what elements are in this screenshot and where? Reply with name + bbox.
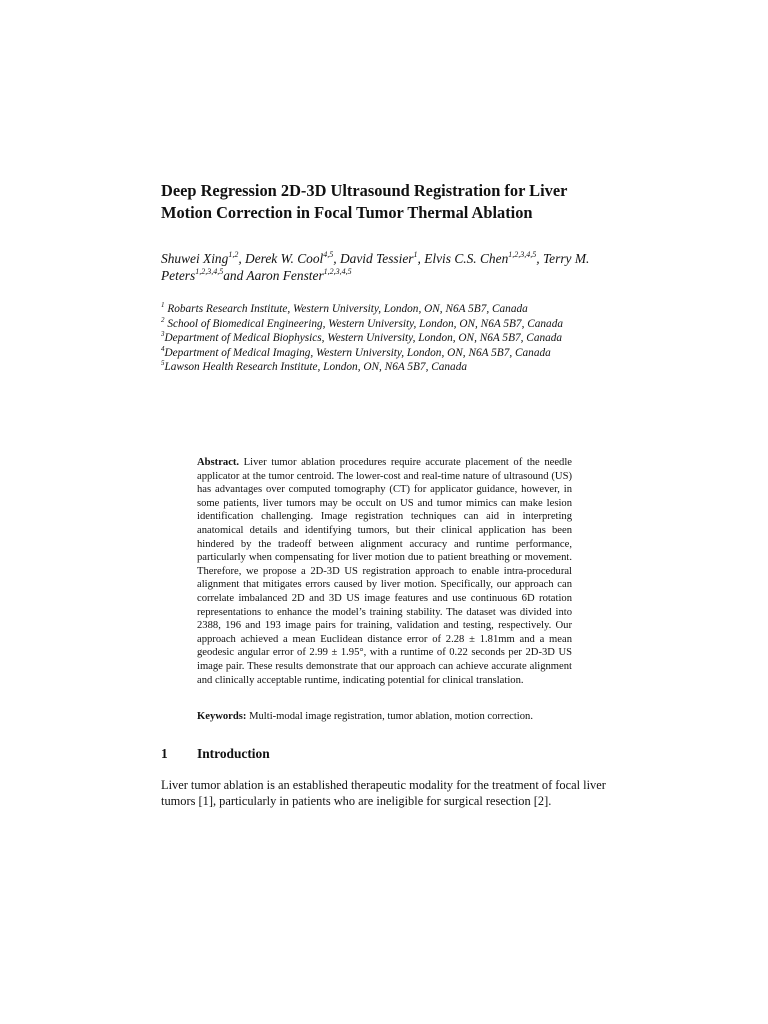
affiliation: $^3$Department of Medical Biophysics, Western University, London, ON, N6A 5B7, Canada [161,330,563,345]
paper-title: Deep Regression 2D-3D Ultrasound Registration for Liver Motion Correction in Focal Tumor Thermal Ablation [161,181,568,222]
keywords-label: Keywords: [197,711,247,722]
author: Derek W. Cool$^{4,5}$, [245,249,340,266]
abstract-text: Liver tumor ablation procedures require accurate placement of the needle applicator at the tumor centroid. The lower-cost and real-time nature of ultrasound (US) has advantages over computed tomography (CT) for applicator guidance, however, in some patients, liver tumors may be occult on US and tumor mimics can make lesion identification challenging. Image registration techniques can aid in interpreting anatomical details and identifying tumors, but their clinical application has been hindered by the tradeoff between alignment accuracy and runtime performance, particularly when compensating for liver motion due to patient breathing or movement. Therefore, we propose a 2D-3D US registration approach to enable intra-procedural alignment that mitigates errors caused by liver motion. Specifically, our approach can correlate imbalanced 2D and 3D US image features and use continuous 6D rotation representations to enhance the model’s training stability. The dataset was divided into 2388, 196 and 193 image pairs for training, validation and testing, respectively. Our approach achieved a mean Euclidean distance error of 2.28 ± 1.81mm and a mean geodesic angular error of 2.99 ± 1.95°, with a runtime of 0.22 seconds per 2D-3D US image pair. These results demonstrate that our approach can achieve accurate alignment and clinically acceptable runtime, indicating potential for clinical translation. [197,457,572,686]
keywords-text: Multi-modal image registration, tumor ablation, motion correction. [246,711,533,722]
section-title: Introduction [197,746,270,761]
author: Shuwei Xing$^{1,2}$, [161,249,246,266]
abstract-label: Abstract. [197,457,240,468]
affiliation: $^2$ School of Biomedical Engineering, Western University, London, ON, N6A 5B7, Canada [161,315,564,330]
abstract [197,456,572,687]
section-number: 1 [161,746,168,761]
intro-paragraph: Liver tumor ablation is an established therapeutic modality for the treatment of focal liver tumors [1], particularly in patients who are ineligible for surgical resection [2]. [161,778,606,808]
author: Terry M. Peters$^{1,2,3,4,5}$and [161,251,590,283]
author: Elvis C.S. Chen$^{1,2,3,4,5}$, [424,249,543,266]
author: Aaron Fenster$^{1,2,3,4,5}$ [246,266,352,283]
affiliation: $^5$Lawson Health Research Institute, London, ON, N6A 5B7, Canada [161,359,468,374]
affiliation: $^4$Department of Medical Imaging, Western University, London, ON, N6A 5B7, Canada [161,345,551,359]
keywords [197,710,572,724]
author-list [161,250,611,284]
section-heading [161,745,270,763]
affiliation: $^1$ Robarts Research Institute, Western University, London, ON, N6A 5B7, Canada [161,301,528,315]
affiliation-list [161,302,611,375]
author: David Tessier$^1$, [339,249,425,266]
